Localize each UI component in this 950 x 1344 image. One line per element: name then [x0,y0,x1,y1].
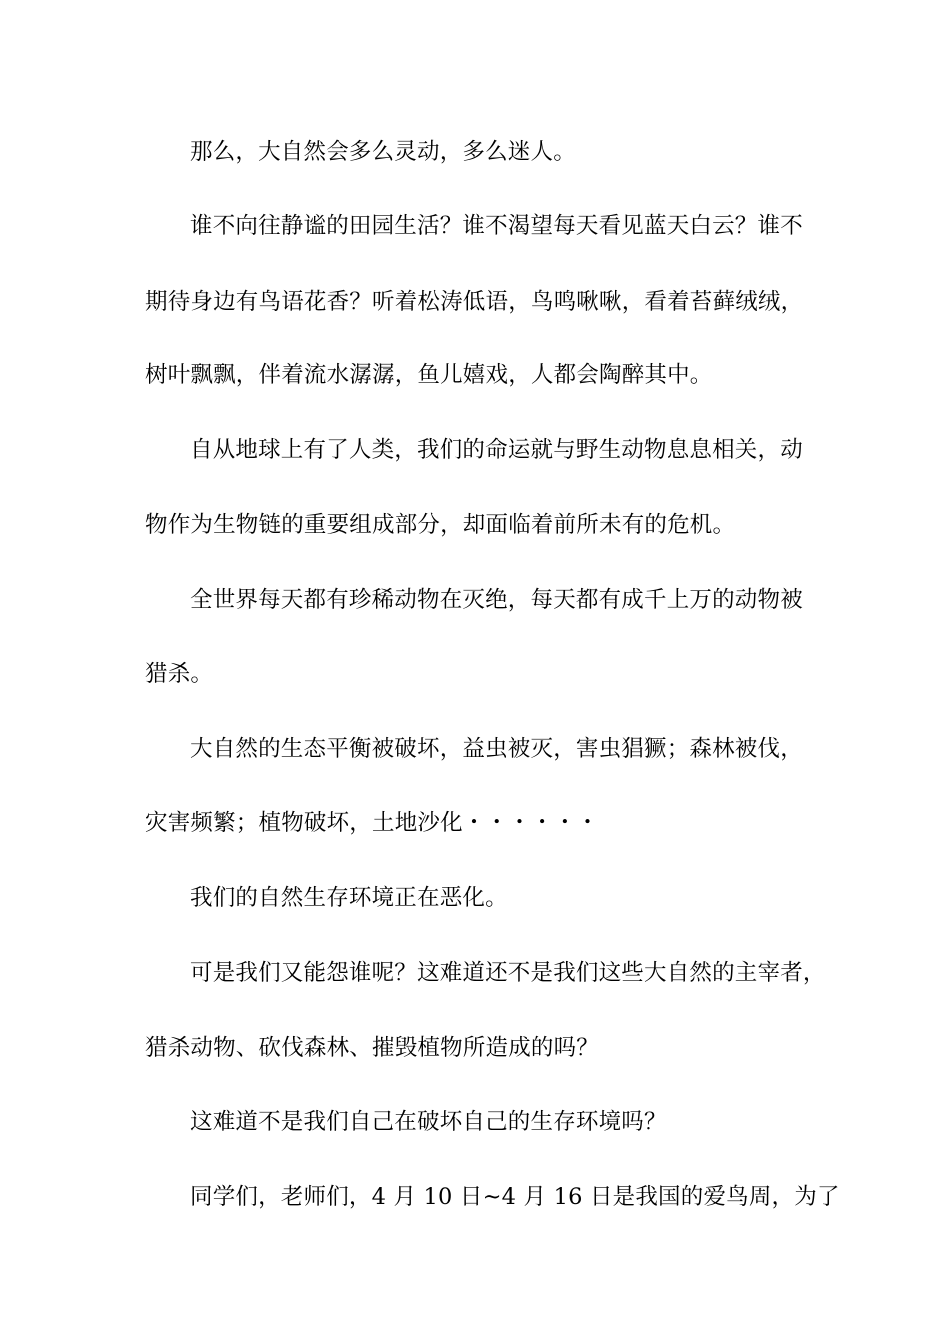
text-line: 谁不向往静谧的田园生活？谁不渴望每天看见蓝天白云？谁不 [190,213,803,239]
text-line: 可是我们又能怨谁呢？这难道还不是我们这些大自然的主宰者， [190,960,826,986]
text-line: 猎杀。 [145,661,214,687]
text-line: 大自然的生态平衡被破坏，益虫被灭，害虫猖獗；森林被伐， [190,736,803,762]
text-line: 灾害频繁；植物破坏，土地沙化・・・・・・ [145,810,600,836]
text-line: 那么，大自然会多么灵动，多么迷人。 [190,139,576,165]
text-line: 树叶飘飘，伴着流水潺潺，鱼儿嬉戏，人都会陶醉其中。 [145,362,713,388]
text-line: 这难道不是我们自己在破坏自己的生存环境吗？ [190,1109,667,1135]
text-line: 物作为生物链的重要组成部分，却面临着前所未有的危机。 [145,512,736,538]
text-line: 同学们，老师们，4 月 10 日~4 月 16 日是我国的爱鸟周，为了 [190,1184,840,1210]
text-line: 自从地球上有了人类，我们的命运就与野生动物息息相关，动 [190,437,803,463]
text-line: 期待身边有鸟语花香？听着松涛低语，鸟鸣啾啾，看着苔藓绒绒， [145,289,804,315]
text-line: 猎杀动物、砍伐森林、摧毁植物所造成的吗？ [145,1035,600,1061]
text-line: 我们的自然生存环境正在恶化。 [190,885,508,911]
text-line: 全世界每天都有珍稀动物在灭绝，每天都有成千上万的动物被 [190,587,803,613]
